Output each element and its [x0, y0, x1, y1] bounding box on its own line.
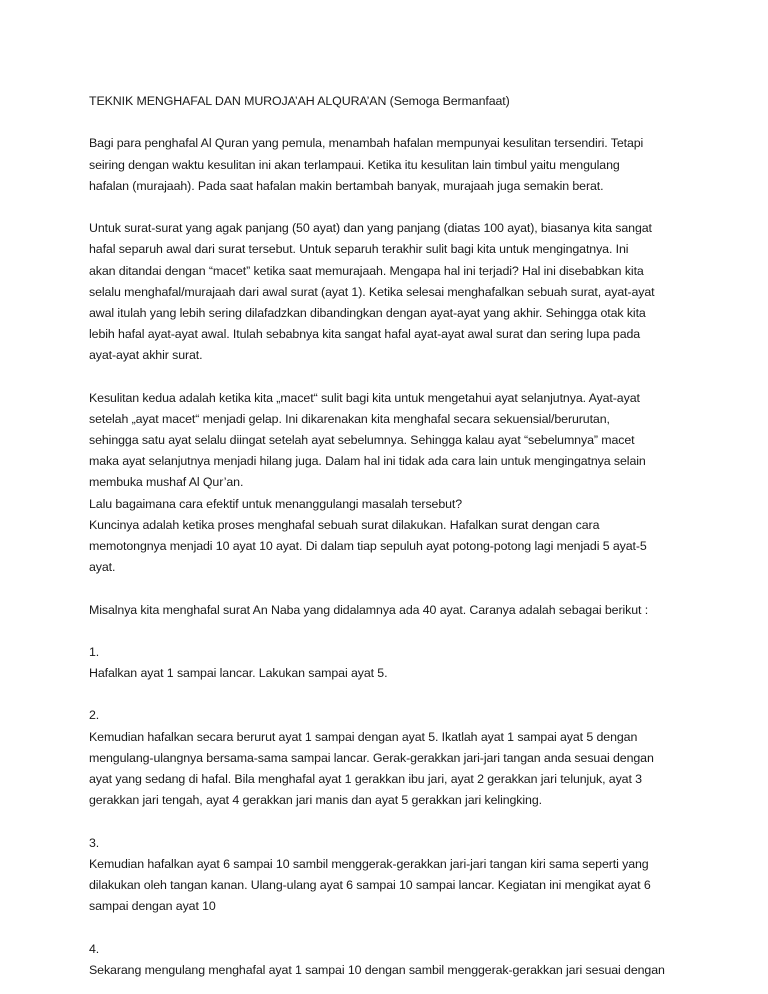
- text-line: akan ditandai dengan “macet” ketika saat memurajaah. Mengapa hal ini terjadi? Hal ini disebabkan kita: [89, 263, 644, 278]
- document-body: [89, 133, 689, 981]
- text-line: seiring dengan waktu kesulitan ini akan terlampaui. Ketika itu kesulitan lain timbul yaitu mengulang: [89, 157, 620, 172]
- text-line: Kemudian hafalkan ayat 6 sampai 10 sambil menggerak-gerakkan jari-jari tangan kiri sama seperti yang: [89, 856, 649, 871]
- paragraph-gap: [89, 197, 689, 218]
- paragraph: [89, 833, 689, 918]
- document-title: TEKNIK MENGHAFAL DAN MUROJA’AH ALQURA’AN (Semoga Bermanfaat): [89, 94, 510, 108]
- text-line: 3.: [89, 835, 100, 850]
- text-line: ayat-ayat akhir surat.: [89, 348, 203, 363]
- paragraph-gap: [89, 578, 689, 599]
- text-line: sampai dengan ayat 10: [89, 899, 216, 914]
- text-line: Bagi para penghafal Al Quran yang pemula, menambah hafalan mempunyai kesulitan tersendiri. Tetapi: [89, 136, 644, 151]
- paragraph-gap: [89, 684, 689, 705]
- paragraph: [89, 388, 689, 579]
- paragraph-gap: [89, 621, 689, 642]
- paragraph: [89, 939, 689, 981]
- text-line: Untuk surat-surat yang agak panjang (50 ayat) dan yang panjang (diatas 100 ayat), biasanya kita sangat: [89, 221, 652, 236]
- paragraph: [89, 600, 689, 621]
- paragraph: [89, 642, 689, 684]
- text-line: hafalan (murajaah). Pada saat hafalan makin bertambah banyak, murajaah juga semakin berat.: [89, 178, 604, 193]
- paragraph-gap: [89, 917, 689, 938]
- document-page: [89, 91, 689, 981]
- text-line: setelah „ayat macet“ menjadi gelap. Ini dikarenakan kita menghafal secara sekuensial/berurutan,: [89, 411, 610, 426]
- text-line: Sekarang mengulang menghafal ayat 1 sampai 10 dengan sambil menggerak-gerakkan jari sesuai dengan: [89, 962, 665, 977]
- text-line: Kuncinya adalah ketika proses menghafal sebuah surat dilakukan. Hafalkan surat dengan cara: [89, 517, 600, 532]
- text-line: awal itulah yang lebih sering dilafadzkan dibandingkan dengan ayat-ayat yang akhir. Sehingga otak kita: [89, 305, 646, 320]
- paragraph-gap: [89, 811, 689, 832]
- text-line: maka ayat selanjutnya menjadi hilang juga. Dalam hal ini tidak ada cara lain untuk mengingatnya selain: [89, 454, 646, 469]
- text-line: 4.: [89, 941, 100, 956]
- text-line: dilakukan oleh tangan kanan. Ulang-ulang ayat 6 sampai 10 sampai lancar. Kegiatan ini mengikat ayat 6: [89, 877, 651, 892]
- text-line: mengulang-ulangnya bersama-sama sampai lancar. Gerak-gerakkan jari-jari tangan anda sesuai dengan: [89, 750, 654, 765]
- paragraph: [89, 133, 689, 197]
- text-line: selalu menghafal/murajaah dari awal surat (ayat 1). Ketika selesai menghafalkan sebuah surat, ayat-ayat: [89, 284, 655, 299]
- text-line: lebih hafal ayat-ayat awal. Itulah sebabnya kita sangat hafal ayat-ayat awal surat dan sering lupa pada: [89, 327, 641, 342]
- text-line: 1.: [89, 644, 100, 659]
- text-line: Hafalkan ayat 1 sampai lancar. Lakukan sampai ayat 5.: [89, 666, 388, 681]
- text-line: 2.: [89, 708, 100, 723]
- text-line: hafal separuh awal dari surat tersebut. Untuk separuh terakhir sulit bagi kita untuk mengingatnya. Ini: [89, 242, 629, 257]
- paragraph: [89, 705, 689, 811]
- paragraph-gap: [89, 366, 689, 387]
- text-line: memotongnya menjadi 10 ayat 10 ayat. Di dalam tiap sepuluh ayat potong-potong lagi menjadi 5 ayat-5: [89, 538, 647, 553]
- text-line: gerakkan jari tengah, ayat 4 gerakkan jari manis dan ayat 5 gerakkan jari kelingking.: [89, 793, 542, 808]
- text-line: sehingga satu ayat selalu diingat setelah ayat sebelumnya. Sehingga kalau ayat “sebelumnya” macet: [89, 433, 635, 447]
- text-line: Kesulitan kedua adalah ketika kita „macet“ sulit bagi kita untuk mengetahui ayat selanjutnya. Ayat-ayat: [89, 390, 640, 405]
- paragraph: [89, 218, 689, 366]
- text-line: membuka mushaf Al Qur’an.: [89, 475, 244, 490]
- text-line: Kemudian hafalkan secara berurut ayat 1 sampai dengan ayat 5. Ikatlah ayat 1 sampai ayat 5 dengan: [89, 729, 638, 744]
- text-line: Misalnya kita menghafal surat An Naba yang didalamnya ada 40 ayat. Caranya adalah sebagai berikut :: [89, 602, 649, 617]
- text-line: Lalu bagaimana cara efektif untuk menanggulangi masalah tersebut?: [89, 496, 463, 511]
- text-line: ayat yang sedang di hafal. Bila menghafal ayat 1 gerakkan ibu jari, ayat 2 gerakkan jari telunjuk, ayat 3: [89, 772, 642, 786]
- text-line: ayat.: [89, 560, 116, 575]
